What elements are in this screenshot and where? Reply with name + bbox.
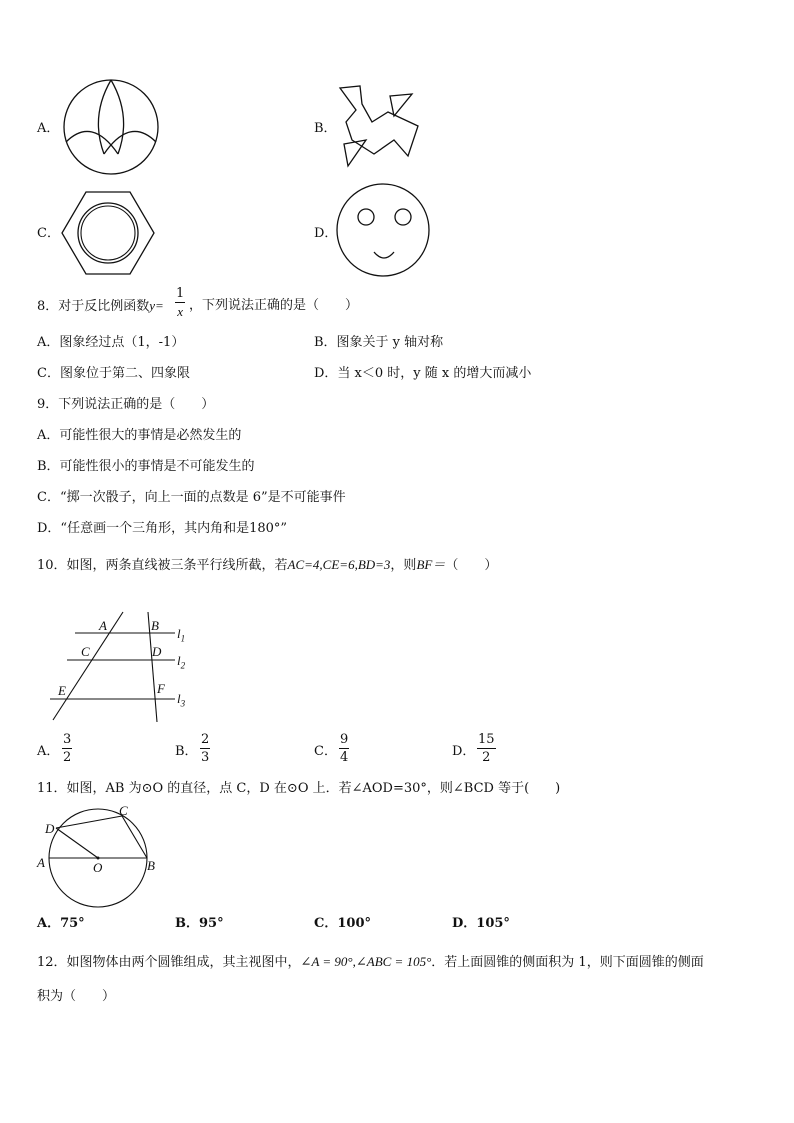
- q8-stem: 8．对于反比例函数y=: [37, 298, 164, 314]
- q10-stem: 10．如图，两条直线被三条平行线所截，若AC=4,CE=6,BD=3，则BF＝（ ）: [37, 557, 498, 573]
- q10-label-l3: $l_3$: [177, 691, 186, 709]
- three-arc-circle-figure-icon: [60, 76, 170, 176]
- smiley-face-figure-icon: [336, 184, 436, 280]
- q10-option-b-label: B．: [175, 744, 198, 759]
- q12-line1: 12．如图物体由两个圆锥组成，其主视图中，∠A = 90°,∠ABC = 105°．若上面圆锥的侧面积为 1，则下面圆锥的侧面: [37, 954, 704, 970]
- q10-option-a-fraction: 3 2: [63, 732, 72, 765]
- q7-option-c-label: C．: [37, 226, 60, 241]
- q7-option-d-label: D．: [314, 226, 338, 241]
- q11-label-d: D: [45, 821, 55, 836]
- q10-label-l2: $l_2$: [177, 653, 186, 671]
- q12-line2: 积为（ ）: [37, 989, 116, 1004]
- q8-option-b: B．图象关于 y 轴对称: [314, 335, 444, 350]
- q10-option-a-label: A．: [37, 744, 60, 759]
- circle-diameter-figure-icon: [48, 808, 158, 908]
- q11-stem: 11．如图，AB 为⊙O 的直径，点 C，D 在⊙O 上．若∠AOD=30°，则∠BCD 等于( ): [37, 781, 561, 796]
- q11-label-c: C: [119, 803, 128, 818]
- q9-stem: 9．下列说法正确的是（ ）: [37, 397, 215, 412]
- hexagon-with-circle-figure-icon: [60, 190, 158, 276]
- q11-label-o: O: [93, 860, 103, 875]
- q8-option-c: C．图象位于第二、四象限: [37, 366, 190, 381]
- q8-fraction: 1 x: [176, 286, 185, 319]
- q11-option-d: D．105°: [452, 916, 510, 931]
- q10-label-d: D: [152, 644, 162, 659]
- q7-option-b-label: B．: [314, 121, 337, 136]
- q10-label-c: C: [81, 644, 90, 659]
- q9-option-d: D．“任意画一个三角形，其内角和是180°”: [37, 521, 288, 536]
- q10-label-a: A: [99, 618, 107, 633]
- q10-option-b-fraction: 2 3: [201, 732, 210, 765]
- q9-option-c: C．“掷一次骰子，向上一面的点数是 6”是不可能事件: [37, 490, 346, 505]
- q11-option-c: C．100°: [314, 916, 371, 931]
- q8-option-a: A．图象经过点（1，-1）: [37, 335, 185, 350]
- q8-option-d: D．当 x＜0 时，y 随 x 的增大而减小: [314, 366, 532, 381]
- q8-stem-tail: ，下列说法正确的是（ ）: [189, 298, 359, 313]
- q7-option-a-label: A．: [37, 121, 60, 136]
- q10-option-c-fraction: 9 4: [340, 732, 349, 765]
- q10-option-d-label: D．: [452, 744, 476, 759]
- q11-label-b: B: [147, 858, 155, 873]
- q9-option-b: B．可能性很小的事情是不可能发生的: [37, 459, 255, 474]
- q10-label-f: F: [157, 681, 165, 696]
- q11-label-a: A: [37, 855, 45, 870]
- pinwheel-polygon-figure-icon: [336, 82, 426, 172]
- q9-option-a: A．可能性很大的事情是必然发生的: [37, 428, 242, 443]
- q11-option-b: B．95°: [175, 916, 224, 931]
- q10-label-e: E: [58, 683, 66, 698]
- q10-option-c-label: C．: [314, 744, 337, 759]
- q10-label-b: B: [151, 618, 159, 633]
- q10-option-d-fraction: 15 2: [478, 732, 495, 765]
- q11-option-a: A．75°: [37, 916, 85, 931]
- q10-label-l1: $l_1$: [177, 626, 186, 644]
